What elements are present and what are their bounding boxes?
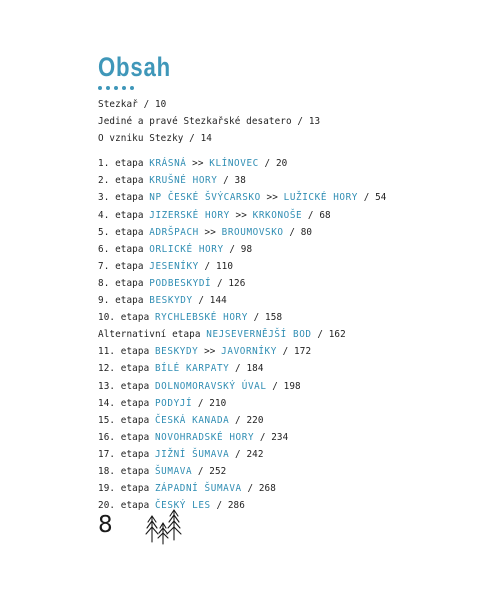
toc-stage-item[interactable] xyxy=(98,241,458,258)
stage-label: 6. etapa xyxy=(98,243,144,255)
separator: / xyxy=(302,209,320,221)
separator: / xyxy=(311,329,329,341)
stage-place-name: NEJSEVERNĚJŠÍ BOD xyxy=(206,329,312,341)
stage-place-name: DOLNOMORAVSKÝ ÚVAL xyxy=(154,380,267,392)
stage-place-name: PODBESKYDÍ xyxy=(149,277,212,289)
dot xyxy=(130,86,134,90)
stage-label: 15. etapa xyxy=(98,414,150,426)
stage-label: 14. etapa xyxy=(98,397,150,409)
stage-label: 4. etapa xyxy=(98,209,144,221)
separator: / xyxy=(358,192,376,204)
stage-place-name: ŠUMAVA xyxy=(154,465,193,477)
stage-label: 1. etapa xyxy=(98,158,144,170)
separator: / xyxy=(229,363,247,375)
separator: / xyxy=(192,465,210,477)
dot xyxy=(122,86,126,90)
separator: / xyxy=(183,133,201,145)
stage-label: Alternativní etapa xyxy=(98,329,201,341)
separator: / xyxy=(217,175,235,187)
route-separator: >> xyxy=(229,209,253,221)
stage-label: 11. etapa xyxy=(98,346,150,358)
toc-intro-item[interactable] xyxy=(98,130,458,147)
stage-place-name: ADRŠPACH xyxy=(149,226,199,238)
stage-place-name: BÍLÉ KARPATY xyxy=(154,363,230,375)
stage-page-number: 172 xyxy=(294,346,312,358)
stage-page-number: 184 xyxy=(246,363,264,375)
toc-stage-item[interactable] xyxy=(98,309,458,326)
separator: / xyxy=(137,99,155,110)
page-number: 8 xyxy=(98,512,113,538)
dot xyxy=(114,86,118,90)
stage-place-name: KRÁSNÁ xyxy=(149,158,187,170)
stage-label: 2. etapa xyxy=(98,175,144,187)
toc-stage-item[interactable] xyxy=(98,292,458,309)
separator: / xyxy=(247,312,266,324)
separator: / xyxy=(258,158,276,170)
intro-label: Stezkař xyxy=(98,99,138,110)
toc-stage-item[interactable] xyxy=(98,463,458,480)
stage-place-name: JAVORNÍKY xyxy=(221,346,277,358)
stage-page-number: 144 xyxy=(209,295,227,307)
stage-place-name: NOVOHRADSKÉ HORY xyxy=(154,431,255,443)
stage-page-number: 162 xyxy=(328,329,346,341)
stage-place-name: BESKYDY xyxy=(149,295,193,307)
toc-stage-item[interactable] xyxy=(98,395,458,412)
separator: / xyxy=(211,277,229,289)
stage-place-name: KLÍNOVEC xyxy=(209,158,259,170)
stage-place-name: ORLICKÉ HORY xyxy=(149,243,224,255)
stage-place-name: JIZERSKÉ HORY xyxy=(149,209,230,221)
toc-stage-item[interactable] xyxy=(98,189,458,206)
stage-label: 20. etapa xyxy=(98,500,150,512)
toc-stage-item[interactable] xyxy=(98,172,458,189)
dot xyxy=(98,86,102,90)
stage-label: 10. etapa xyxy=(98,312,150,324)
title-dots-decoration xyxy=(98,86,134,90)
stage-label: 16. etapa xyxy=(98,431,150,443)
separator: / xyxy=(192,295,210,307)
stage-page-number: 54 xyxy=(375,192,387,204)
toc-stage-item[interactable] xyxy=(98,258,458,275)
route-separator: >> xyxy=(198,226,222,238)
stage-place-name: KRUŠNÉ HORY xyxy=(149,175,218,187)
stage-label: 3. etapa xyxy=(98,192,144,204)
separator: / xyxy=(210,500,228,512)
stage-place-name: LUŽICKÉ HORY xyxy=(283,192,359,204)
route-separator: >> xyxy=(186,158,210,170)
toc-intro-item[interactable] xyxy=(98,113,458,130)
stage-label: 9. etapa xyxy=(98,295,144,307)
toc-stage-item[interactable] xyxy=(98,480,458,497)
stage-page-number: 268 xyxy=(258,483,276,495)
stage-place-name: ZÁPADNÍ ŠUMAVA xyxy=(154,483,242,495)
stage-page-number: 252 xyxy=(209,465,227,477)
intro-page-number: 14 xyxy=(200,133,212,145)
toc-stage-item[interactable] xyxy=(98,155,458,172)
intro-page-number: 13 xyxy=(308,116,321,128)
stage-label: 17. etapa xyxy=(98,448,150,460)
page-title: Obsah xyxy=(98,52,172,82)
stage-label: 13. etapa xyxy=(98,380,150,392)
stage-place-name: BESKYDY xyxy=(154,346,199,358)
separator: / xyxy=(276,346,295,358)
stage-place-name: PODYJÍ xyxy=(154,397,193,409)
stage-label: 8. etapa xyxy=(98,277,144,289)
stage-place-name: KRKONOŠE xyxy=(252,209,303,221)
intro-page-number: 10 xyxy=(154,99,167,110)
stage-place-name: ČESKÁ KANADA xyxy=(154,414,230,426)
separator: / xyxy=(192,397,210,409)
toc-stage-item[interactable] xyxy=(98,275,458,292)
route-separator: >> xyxy=(198,346,222,358)
toc-stage-item[interactable] xyxy=(98,343,458,360)
separator: / xyxy=(241,483,259,495)
section-spacer xyxy=(98,147,458,155)
separator: / xyxy=(229,414,247,426)
stage-page-number: 158 xyxy=(265,312,283,324)
toc-stage-item[interactable] xyxy=(98,326,458,343)
stage-place-name: JESENÍKY xyxy=(149,260,199,272)
table-of-contents xyxy=(98,96,458,514)
stage-page-number: 98 xyxy=(240,243,253,255)
separator: / xyxy=(229,448,247,460)
toc-stage-item[interactable] xyxy=(98,207,458,224)
stage-page-number: 68 xyxy=(319,209,331,221)
toc-intro-item[interactable] xyxy=(98,96,458,113)
stage-page-number: 220 xyxy=(246,414,264,426)
stage-page-number: 20 xyxy=(275,158,288,170)
stage-place-name: BROUMOVSKO xyxy=(221,226,284,238)
stage-page-number: 234 xyxy=(271,431,289,443)
stage-label: 19. etapa xyxy=(98,483,150,495)
intro-label: Jediné a pravé Stezkařské desatero xyxy=(98,116,292,128)
separator: / xyxy=(198,260,216,272)
stage-page-number: 80 xyxy=(300,226,313,238)
dot xyxy=(106,86,110,90)
separator: / xyxy=(291,116,309,128)
stage-page-number: 110 xyxy=(215,260,234,272)
toc-stage-item[interactable] xyxy=(98,412,458,429)
stage-label: 18. etapa xyxy=(98,465,150,477)
separator: / xyxy=(223,243,241,255)
stage-page-number: 198 xyxy=(283,380,301,392)
stage-page-number: 210 xyxy=(209,397,227,409)
pine-trees-icon xyxy=(144,506,184,546)
separator: / xyxy=(266,380,284,392)
toc-stage-item[interactable] xyxy=(98,378,458,395)
stage-place-name: RYCHLEBSKÉ HORY xyxy=(154,312,248,324)
stage-place-name: NP ČESKÉ ŠVÝCARSKO xyxy=(149,192,261,204)
stage-label: 7. etapa xyxy=(98,260,144,272)
stage-place-name: JIŽNÍ ŠUMAVA xyxy=(154,448,230,460)
separator: / xyxy=(254,431,272,443)
toc-stage-item[interactable] xyxy=(98,224,458,241)
stage-page-number: 286 xyxy=(227,500,245,512)
intro-label: O vzniku Stezky xyxy=(98,133,184,145)
stage-page-number: 242 xyxy=(246,448,264,460)
toc-stage-item[interactable] xyxy=(98,446,458,463)
route-separator: >> xyxy=(260,192,284,204)
separator: / xyxy=(283,226,301,238)
stage-page-number: 126 xyxy=(228,277,246,289)
stage-page-number: 38 xyxy=(234,175,246,187)
stage-label: 12. etapa xyxy=(98,363,150,375)
stage-place-name: ČESKÝ LES xyxy=(154,500,211,512)
toc-stage-item[interactable] xyxy=(98,429,458,446)
stage-label: 5. etapa xyxy=(98,226,144,238)
toc-stage-item[interactable] xyxy=(98,360,458,377)
